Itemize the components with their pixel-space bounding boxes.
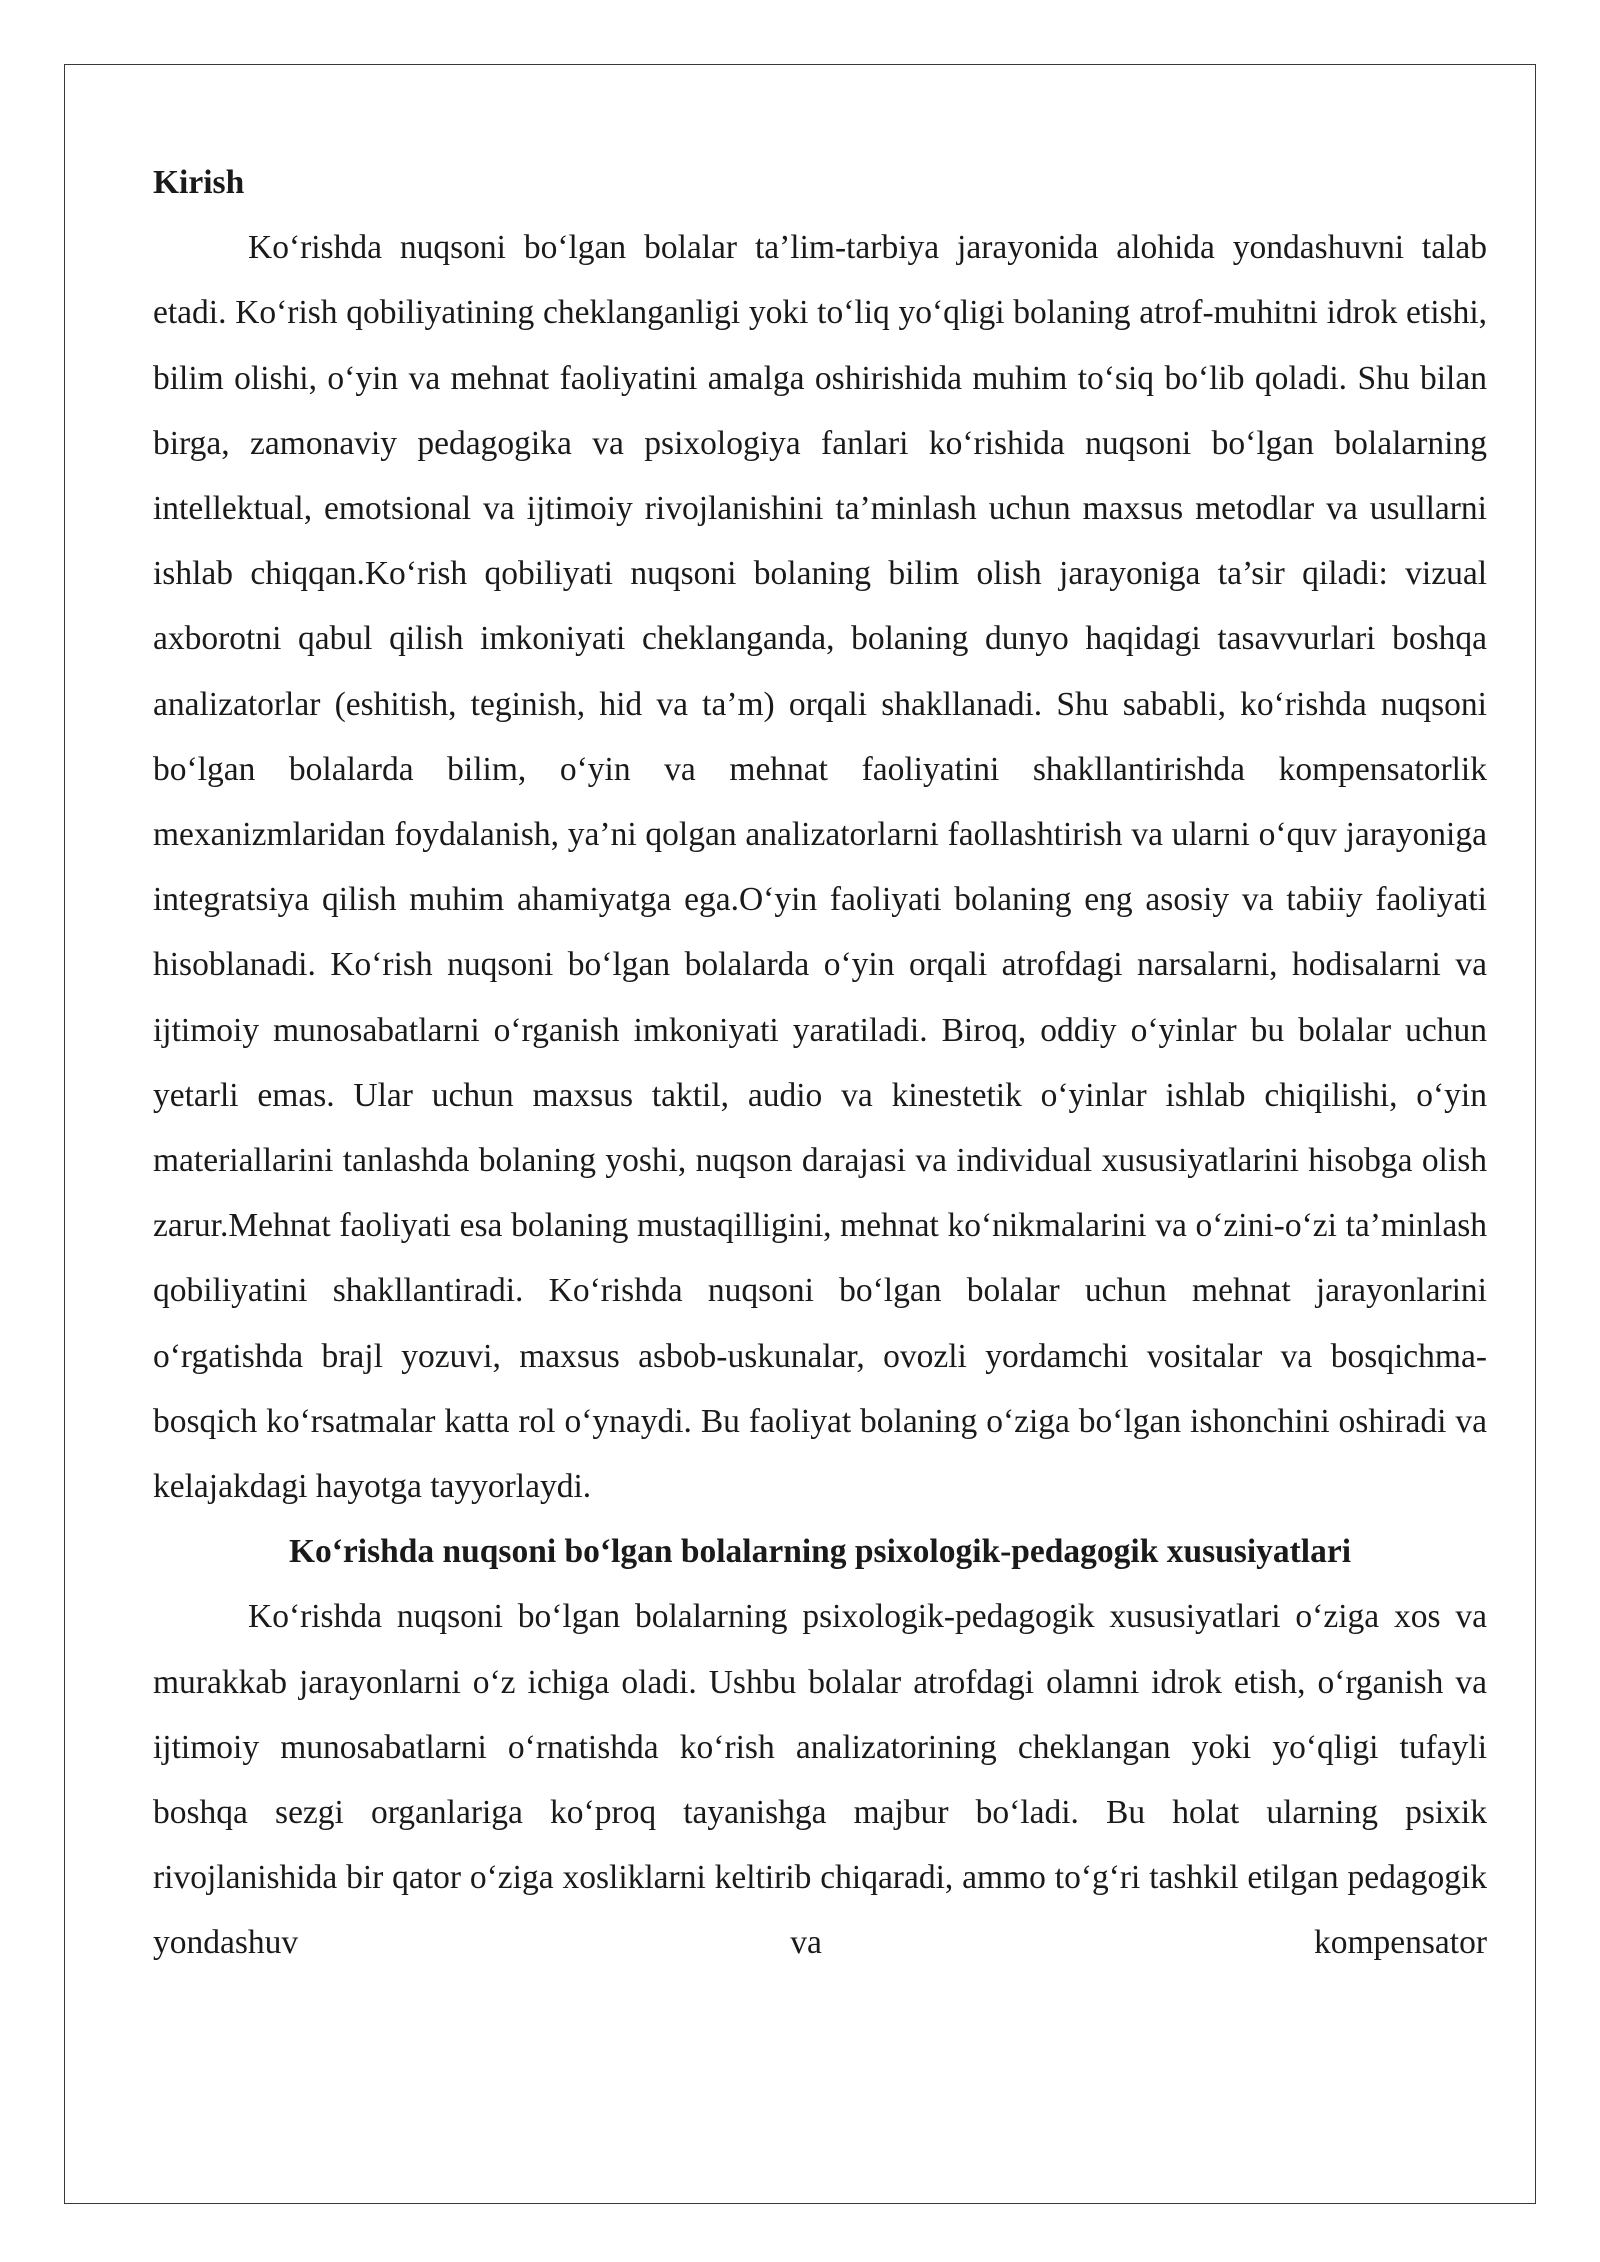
document-body [153, 150, 1487, 1976]
subsection-heading: Ko‘rishda nuqsoni bo‘lgan bolalarning psixologik-pedagogik xususiyatlari [288, 1533, 1352, 1571]
intro-paragraph: Ko‘rishda nuqsoni bo‘lgan bolalar ta’lim-tarbiya jarayonida alohida yondashuvni talab etadi. Ko‘rish qobiliyatining cheklanganligi yoki to‘liq yo‘qligi bolaning atrof-muhitni idrok etishi, bilim olishi, o‘yin va mehnat faoliyatini amalga oshirishida muhim to‘siq bo‘lib qoladi. Shu bilan birga, zamonaviy pedagogika va psixologiya fanlari ko‘rishida nuqsoni bo‘lgan bolalarning intellektual, emotsional va ijtimoiy rivojlanishini ta’minlash uchun maxsus metodlar va usullarni ishlab chiqqan.Ko‘rish qobiliyati nuqsoni bolaning bilim olish jarayoniga ta’sir qiladi: vizual axborotni qabul qilish imkoniyati cheklanganda, bolaning dunyo haqidagi tasavvurlari boshqa analizatorlar (eshitish, teginish, hid va ta’m) orqali shakllanadi. Shu sababli, ko‘rishda nuqsoni bo‘lgan bolalarda bilim, o‘yin va mehnat faoliyatini shakllantirishda kompensatorlik mexanizmlaridan foydalanish, ya’ni qolgan analizatorlarni faollashtirish va ularni o‘quv jarayoniga integratsiya qilish muhim ahamiyatga ega.O‘yin faoliyati bolaning eng asosiy va tabiiy faoliyati hisoblanadi. Ko‘rish nuqsoni bo‘lgan bolalarda o‘yin orqali atrofdagi narsalarni, hodisalarni va ijtimoiy munosabatlarni o‘rganish imkoniyati yaratiladi. Biroq, oddiy o‘yinlar bu bolalar uchun yetarli emas. Ular uchun maxsus taktil, audio va kinestetik o‘yinlar ishlab chiqilishi, o‘yin materiallarini tanlashda bolaning yoshi, nuqson darajasi va individual xususiyatlarini hisobga olish zarur.Mehnat faoliyati esa bolaning mustaqilligini, mehnat ko‘nikmalarini va o‘zini-o‘zi ta’minlash qobiliyatini shakllantiradi. Ko‘rishda nuqsoni bo‘lgan bolalar uchun mehnat jarayonlarini o‘rgatishda brajl yozuvi, maxsus asbob-uskunalar, ovozli yordamchi vositalar va bosqichma-bosqich ko‘rsatmalar katta rol o‘ynaydi. Bu faoliyat bolaning o‘ziga bo‘lgan ishonchini oshiradi va kelajakdagi hayotga tayyorlaydi. [153, 229, 1487, 1506]
section-heading: Kirish [153, 164, 245, 201]
body-paragraph: Ko‘rishda nuqsoni bo‘lgan bolalarning psixologik-pedagogik xususiyatlari o‘ziga xos va murakkab jarayonlarni o‘z ichiga oladi. Ushbu bolalar atrofdagi olamni idrok etish, o‘rganish va ijtimoiy munosabatlarni o‘rnatishda ko‘rish analizatorining cheklangan yoki yo‘qligi tufayli boshqa sezgi organlariga ko‘proq tayanishga majbur bo‘ladi. Bu holat ularning psixik rivojlanishida bir qator o‘ziga xosliklarni keltirib chiqaradi, ammo to‘g‘ri tashkil etilgan pedagogik yondashuv va kompensator [153, 1598, 1487, 1962]
